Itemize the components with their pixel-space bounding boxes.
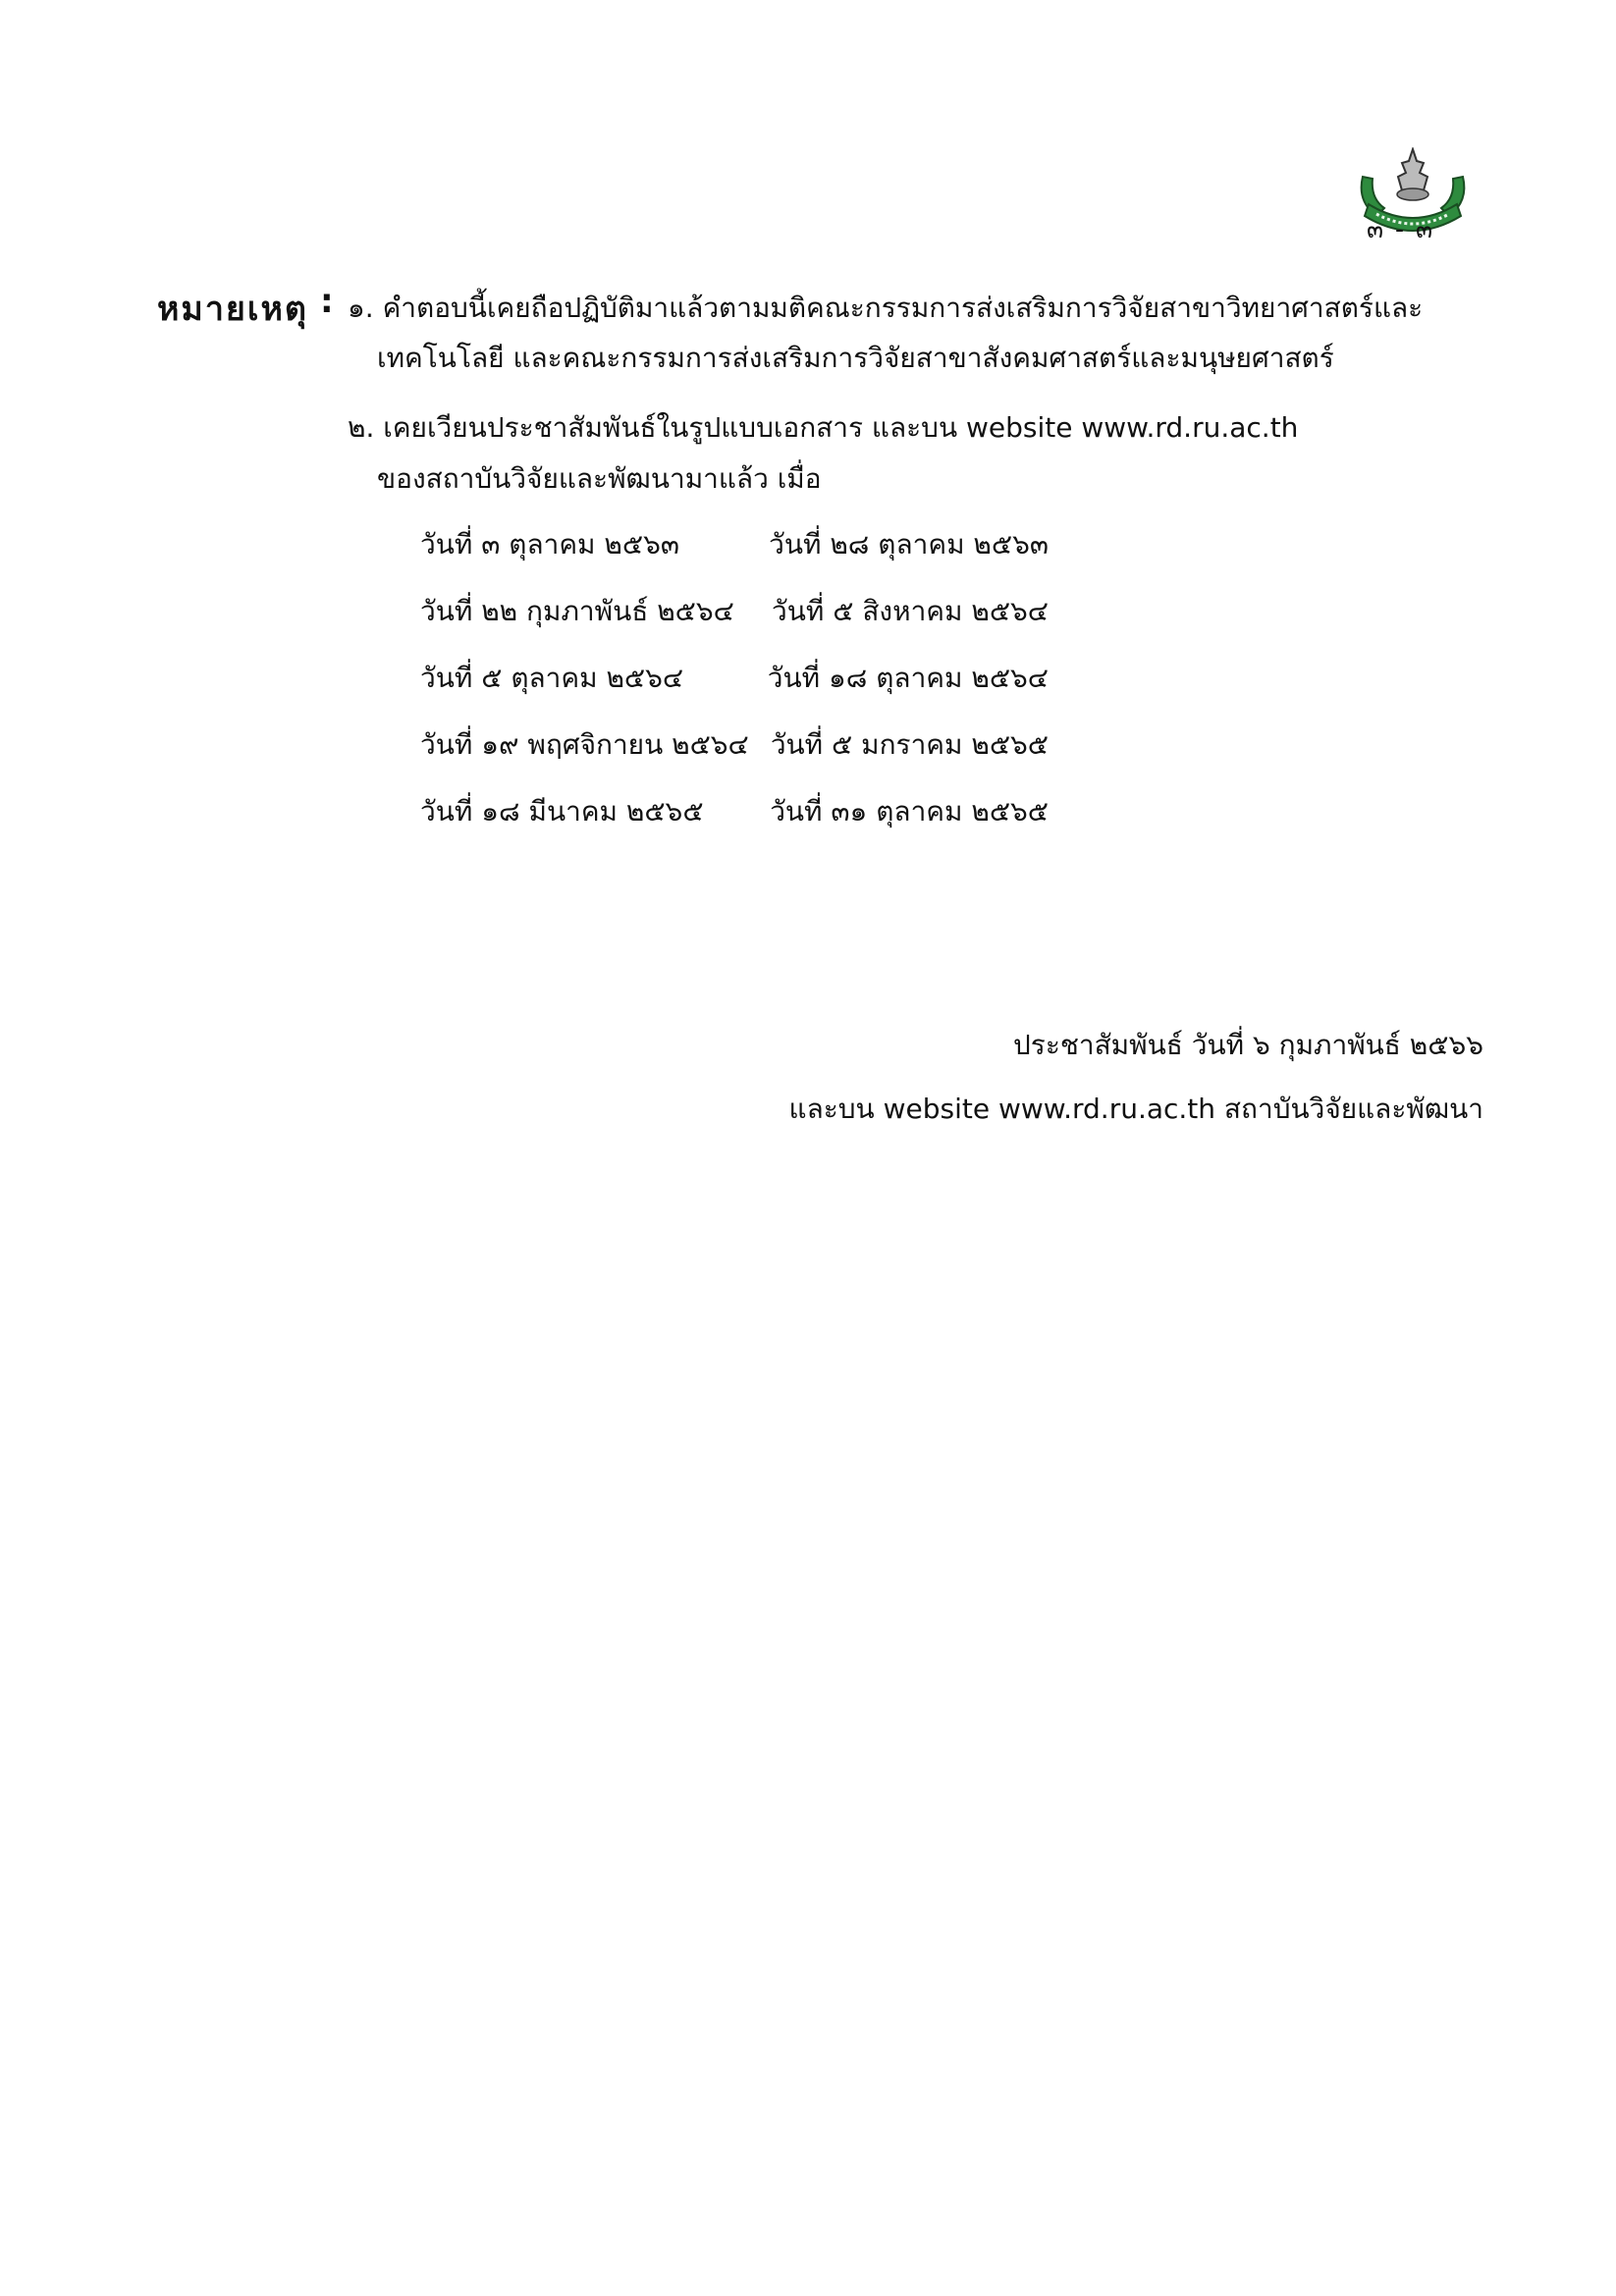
date-entry: วันที่ ๒๘ ตุลาคม ๒๕๖๓ <box>769 528 1049 561</box>
date-entry: วันที่ ๕ สิงหาคม ๒๕๖๔ <box>772 595 1049 627</box>
note-item-2-line-2: ของสถาบันวิจัยและพัฒนามาแล้ว เมื่อ <box>377 462 822 495</box>
publication-dates-list <box>420 523 1049 857</box>
note-item-2-line-1: ๒. เคยเวียนประชาสัมพันธ์ในรูปแบบเอกสาร และบน website www.rd.ru.ac.th <box>348 411 1299 444</box>
date-entry: วันที่ ๑๘ มีนาคม ๒๕๖๕ <box>420 795 704 828</box>
date-row <box>420 590 1049 657</box>
date-entry: วันที่ ๒๒ กุมภาพันธ์ ๒๕๖๔ <box>420 595 734 627</box>
date-entry: วันที่ ๓ ตุลาคม ๒๕๖๓ <box>420 528 679 561</box>
date-entry: วันที่ ๑๙ พฤศจิกายน ๒๕๖๔ <box>420 728 749 761</box>
date-entry: วันที่ ๕ มกราคม ๒๕๖๕ <box>770 728 1049 761</box>
note-heading: หมายเหตุ <box>157 290 308 329</box>
date-row <box>420 523 1049 590</box>
date-row <box>420 790 1049 857</box>
page-number: ๓ - ๓ <box>1367 215 1435 243</box>
note-item-1-line-2: เทคโนโลยี และคณะกรรมการส่งเสริมการวิจัยสาขาสังคมศาสตร์และมนุษยศาสตร์ <box>377 342 1334 374</box>
date-row <box>420 723 1049 790</box>
publication-date-line: ประชาสัมพันธ์ วันที่ ๖ กุมภาพันธ์ ๒๕๖๖ <box>1013 1029 1483 1061</box>
date-entry: วันที่ ๑๘ ตุลาคม ๒๕๖๔ <box>767 662 1049 694</box>
date-entry: วันที่ ๕ ตุลาคม ๒๕๖๔ <box>420 662 684 694</box>
date-row <box>420 657 1049 723</box>
note-colon: : <box>320 282 334 321</box>
note-item-1-line-1: ๑. คำตอบนี้เคยถือปฏิบัติมาแล้วตามมติคณะกรรมการส่งเสริมการวิจัยสาขาวิทยาศาสตร์และ <box>348 292 1424 324</box>
publication-source-line: และบน website www.rd.ru.ac.th สถาบันวิจัยและพัฒนา <box>788 1093 1483 1125</box>
date-entry: วันที่ ๓๑ ตุลาคม ๒๕๖๕ <box>770 795 1049 828</box>
